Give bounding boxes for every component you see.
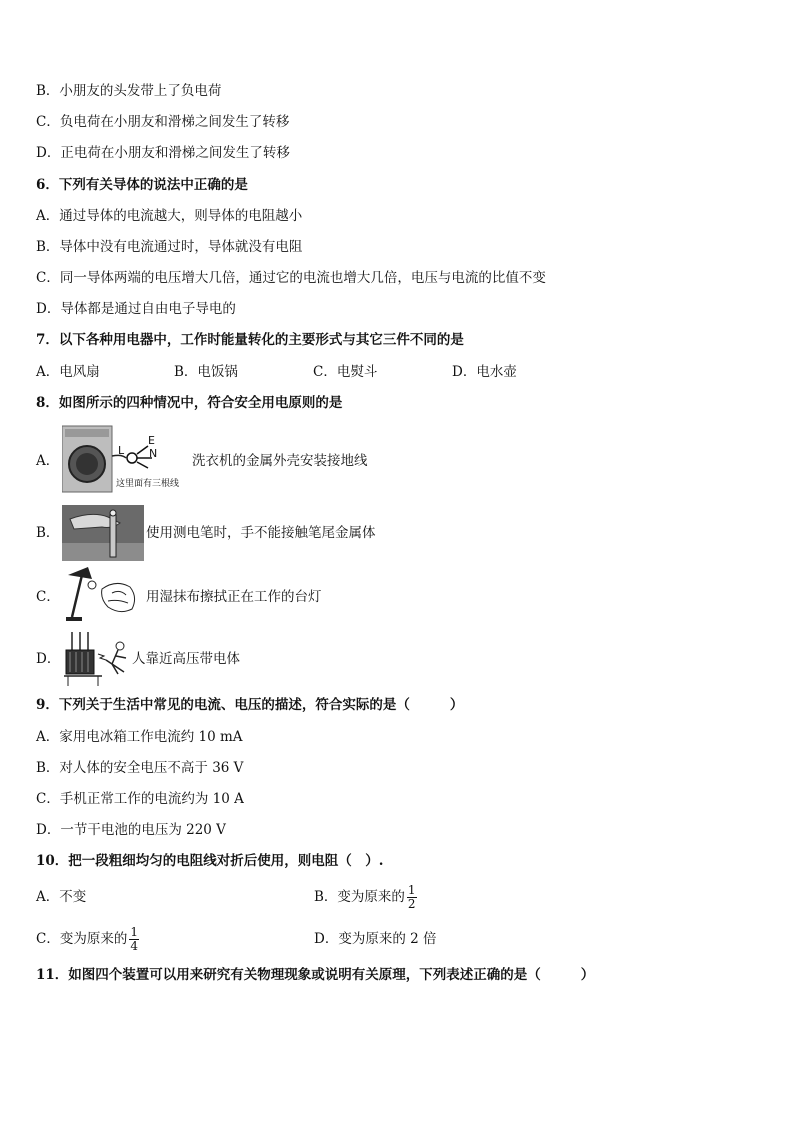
q10-option-c [36,922,139,956]
q10-option-d: D．变为原来的 2 倍 [314,931,437,947]
q5-option-c: C．负电荷在小朋友和滑梯之间发生了转移 [36,114,290,130]
washing-machine-icon [62,424,190,494]
q10-option-a: A．不变 [36,889,87,905]
q11-stem [36,966,594,984]
q9-stem-text: 9．下列关于生活中常见的电流、电压的描述，符合实际的是（ [36,697,410,713]
q10-option-b [314,880,417,914]
q9-stem [36,696,463,714]
q6-stem: 6．下列有关导体的说法中正确的是 [36,177,248,193]
test-pen-icon [62,505,144,561]
q8-option-b-label: B． [36,525,60,541]
q8-option-c-text: 用湿抹布擦拭正在工作的台灯 [146,589,322,605]
high-voltage-image [62,630,132,686]
q6-option-a: A．通过导体的电流越大，则导体的电阻越小 [36,208,303,224]
q9-option-b: B．对人体的安全电压不高于 36 V [36,760,244,776]
q10-option-c-text: C．变为原来的 [36,931,128,947]
q5-option-b: B．小朋友的头发带上了负电荷 [36,83,222,99]
neutral-letter-n: N [149,447,158,460]
q11-stem-text: 11．如图四个装置可以用来研究有关物理现象或说明有关原理，下列表述正确的是（ [36,967,541,983]
q6-option-d: D．导体都是通过自由电子导电的 [36,301,236,317]
test-pen-image [62,505,144,561]
high-voltage-icon [62,630,132,686]
q7-option-b: B．电饭锅 [174,364,238,380]
q8-option-a-label: A． [36,453,60,469]
q9-stem-close: ） [449,697,464,713]
q6-option-c: C．同一导体两端的电压增大几倍，通过它的电流也增大几倍，电压与电流的比值不变 [36,270,546,286]
three-wires-note: 这里面有三根线 [116,479,180,489]
q7-options [36,363,736,381]
q9-option-d: D．一节干电池的电压为 220 V [36,822,226,838]
q8-option-d-label: D． [36,651,61,667]
q5-option-d: D．正电荷在小朋友和滑梯之间发生了转移 [36,145,290,161]
fraction-one-quarter: $\frac{1}{4}$ [130,925,138,953]
q8-stem: 8．如图所示的四种情况中，符合安全用电原则的是 [36,395,343,411]
q7-option-a: A．电风扇 [36,364,100,380]
fraction-one-half: $\frac{1}{2}$ [407,883,416,911]
q7-option-d: D．电水壶 [452,364,517,380]
washing-machine-image [62,424,190,494]
q11-stem-close: ） [580,967,595,983]
q9-option-a: A．家用电冰箱工作电流约 10 mA [36,729,243,745]
q7-option-c: C．电熨斗 [313,364,378,380]
line-letter-l: L [118,444,125,457]
q6-option-b: B．导体中没有电流通过时，导体就没有电阻 [36,239,303,255]
q8-option-b-text: 使用测电笔时，手不能接触笔尾金属体 [146,525,376,541]
desk-lamp-image [62,565,144,623]
q9-option-c: C．手机正常工作的电流约为 10 A [36,791,244,807]
q10-stem: 10．把一段粗细均匀的电阻线对折后使用，则电阻（ ）. [36,853,384,869]
q8-option-d-text: 人靠近高压带电体 [132,651,240,667]
desk-lamp-icon [62,565,144,623]
q8-option-a-text: 洗衣机的金属外壳安装接地线 [192,453,368,469]
earth-letter-e: E [148,434,155,447]
q8-option-c-label: C． [36,589,60,605]
q7-stem: 7．以下各种用电器中，工作时能量转化的主要形式与其它三件不同的是 [36,332,464,348]
q10-option-b-text: B．变为原来的 [314,889,405,905]
